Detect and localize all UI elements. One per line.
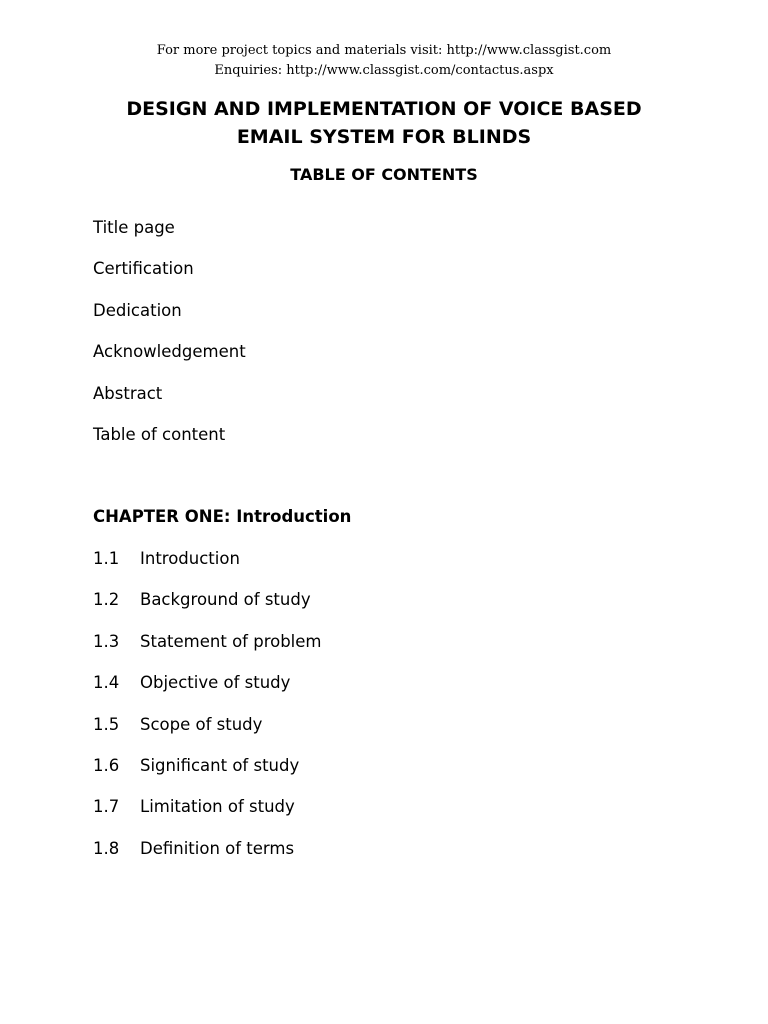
section-number: 1.7 <box>93 797 120 817</box>
section-number: 1.1 <box>93 549 120 568</box>
section-item <box>93 755 322 796</box>
section-title: Introduction <box>140 549 240 568</box>
section-item <box>93 631 322 672</box>
document-title-line-2: EMAIL SYSTEM FOR BLINDS <box>236 126 532 148</box>
section-number: 1.6 <box>93 755 120 775</box>
section-number: 1.8 <box>93 838 120 858</box>
section-item <box>93 548 322 589</box>
document-title <box>0 95 768 151</box>
front-matter-list <box>93 217 246 465</box>
section-title: Significant of study <box>140 755 300 775</box>
toc-item-title-page: Title page <box>93 218 175 237</box>
section-title: Objective of study <box>140 673 291 693</box>
toc-item-table-of-content: Table of content <box>93 424 226 444</box>
section-title: Limitation of study <box>140 797 295 817</box>
section-item <box>93 672 322 713</box>
chapter-one-sections <box>93 548 322 879</box>
toc-item-certification: Certification <box>93 259 194 279</box>
section-item <box>93 838 322 879</box>
section-title: Statement of problem <box>140 631 322 651</box>
section-item <box>93 796 322 837</box>
header-website-line: For more project topics and materials visit: http://www.classgist.com <box>156 43 612 58</box>
toc-item-dedication: Dedication <box>93 300 182 320</box>
section-item <box>93 714 322 755</box>
document-title-line-1: DESIGN AND IMPLEMENTATION OF VOICE BASED <box>126 98 642 120</box>
toc-item-abstract: Abstract <box>93 383 163 403</box>
section-number: 1.4 <box>93 673 120 693</box>
toc-item-acknowledgement: Acknowledgement <box>93 342 246 362</box>
section-number: 1.2 <box>93 590 120 610</box>
section-item <box>93 589 322 630</box>
section-title: Background of study <box>140 590 311 610</box>
toc-heading: TABLE OF CONTENTS <box>290 165 478 184</box>
section-number: 1.3 <box>93 631 120 651</box>
chapter-one-heading: CHAPTER ONE: Introduction <box>93 507 352 526</box>
section-number: 1.5 <box>93 714 120 734</box>
section-title: Definition of terms <box>140 838 295 858</box>
header-enquiries-line: Enquiries: http://www.classgist.com/contactus.aspx <box>214 63 554 78</box>
section-title: Scope of study <box>140 714 263 734</box>
